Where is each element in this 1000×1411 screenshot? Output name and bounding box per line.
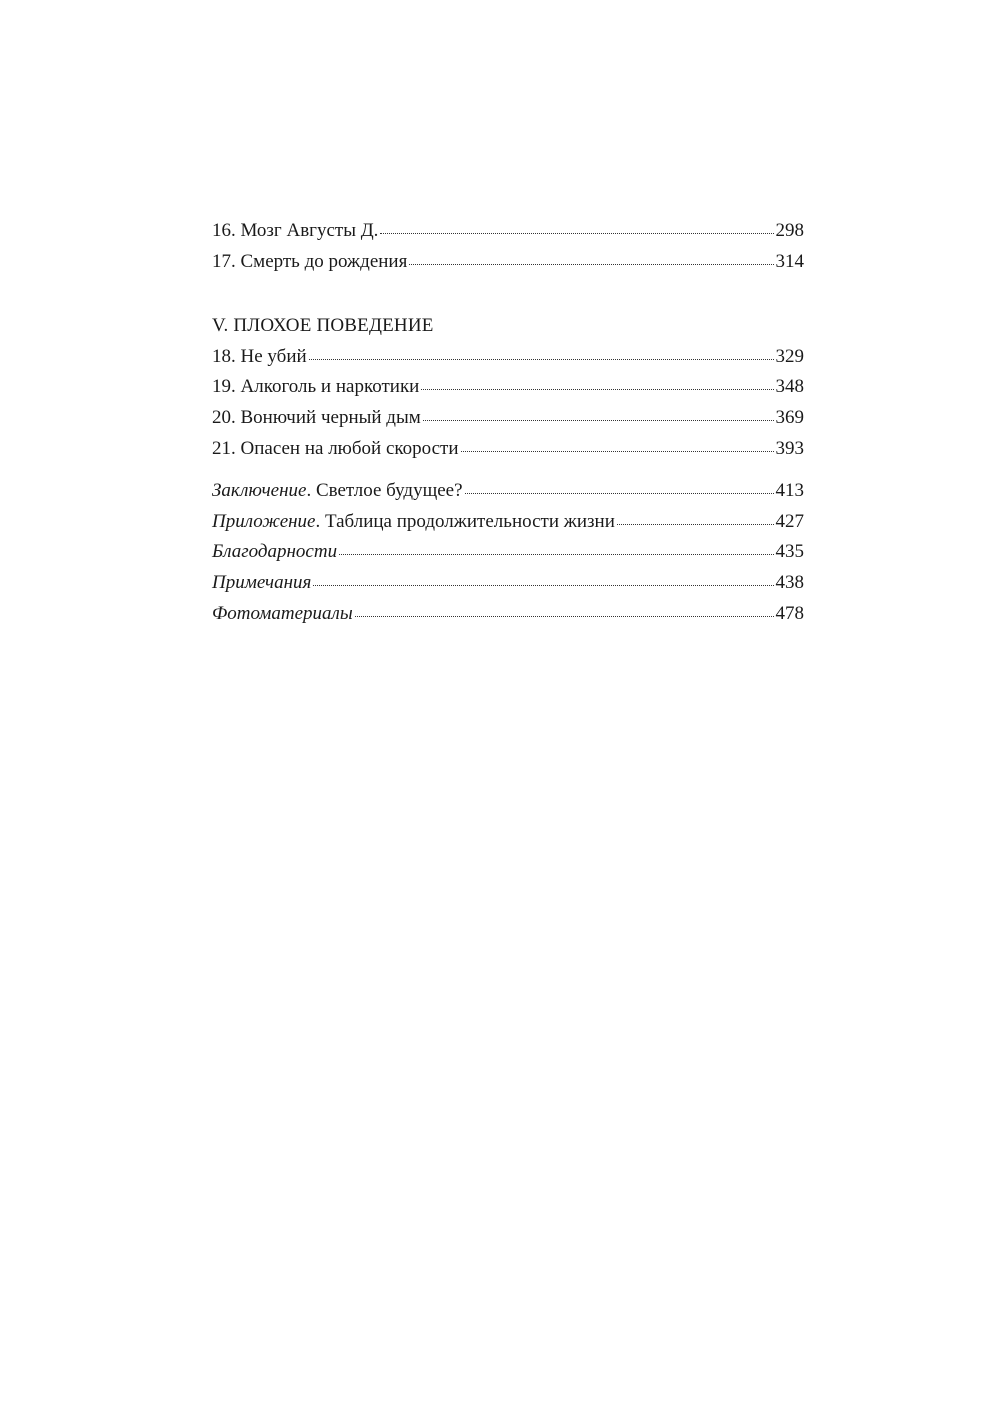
toc-entry-title: 20. Вонючий черный дым <box>212 406 421 428</box>
dot-leader <box>423 420 774 421</box>
toc-entry-title-rest: . Таблица продолжительности жизни <box>315 510 615 532</box>
toc-entry-page: 369 <box>775 406 804 428</box>
dot-leader <box>380 233 773 234</box>
toc-entry-page: 413 <box>775 480 804 502</box>
toc-entry-title <box>212 476 463 507</box>
toc-entry-title: 18. Не убий <box>212 345 307 367</box>
dot-leader <box>421 389 773 390</box>
toc-entry-title: 19. Алкоголь и наркотики <box>212 376 420 398</box>
toc-entry-title-italic: Приложение <box>212 510 316 532</box>
toc-entry-title-italic: Фотоматериалы <box>212 602 353 624</box>
toc-entry-title <box>212 537 337 568</box>
toc-entry-page: 314 <box>775 250 804 272</box>
dot-leader <box>339 554 773 555</box>
toc-entry-title-italic: Примечания <box>212 571 312 593</box>
dot-leader <box>409 264 773 265</box>
toc-entry-20[interactable] <box>212 403 804 434</box>
spacer <box>212 277 804 311</box>
dot-leader <box>465 493 774 494</box>
toc-entry-title: 17. Смерть до рождения <box>212 250 408 272</box>
toc-entry-17[interactable] <box>212 247 804 278</box>
dot-leader <box>355 616 774 617</box>
toc-entry-title <box>212 507 615 538</box>
toc-entry-18[interactable] <box>212 342 804 373</box>
toc-entry-title: 21. Опасен на любой скорости <box>212 437 459 459</box>
toc-entry-page: 438 <box>775 571 804 593</box>
toc-entry-photos[interactable] <box>212 599 804 630</box>
dot-leader <box>309 359 774 360</box>
toc-entry-title-italic: Благодарности <box>212 541 338 563</box>
toc-entry-page: 393 <box>775 437 804 459</box>
toc-entry-19[interactable] <box>212 372 804 403</box>
section-heading-v: V. ПЛОХОЕ ПОВЕДЕНИЕ <box>212 315 434 337</box>
toc-entry-title <box>212 568 311 599</box>
toc-entry-page: 329 <box>775 345 804 367</box>
table-of-contents <box>212 216 804 629</box>
toc-entry-acknowledgements[interactable] <box>212 537 804 568</box>
toc-entry-21[interactable] <box>212 434 804 465</box>
toc-entry-page: 427 <box>775 510 804 532</box>
toc-entry-page: 298 <box>775 220 804 241</box>
dot-leader <box>313 585 773 586</box>
toc-entry-title-rest: . Светлое будущее? <box>306 480 463 502</box>
toc-entry-page: 435 <box>775 541 804 563</box>
toc-entry-title <box>212 599 353 630</box>
toc-entry-page: 478 <box>775 602 804 624</box>
spacer <box>212 464 804 476</box>
toc-entry-conclusion[interactable] <box>212 476 804 507</box>
toc-entry-notes[interactable] <box>212 568 804 599</box>
toc-entry-16[interactable] <box>212 216 804 247</box>
dot-leader <box>617 524 774 525</box>
dot-leader <box>461 451 774 452</box>
toc-entry-title: 16. Мозг Августы Д. <box>212 220 379 241</box>
toc-entry-title-italic: Заключение <box>212 480 307 502</box>
toc-entry-appendix[interactable] <box>212 507 804 538</box>
toc-entry-page: 348 <box>775 376 804 398</box>
